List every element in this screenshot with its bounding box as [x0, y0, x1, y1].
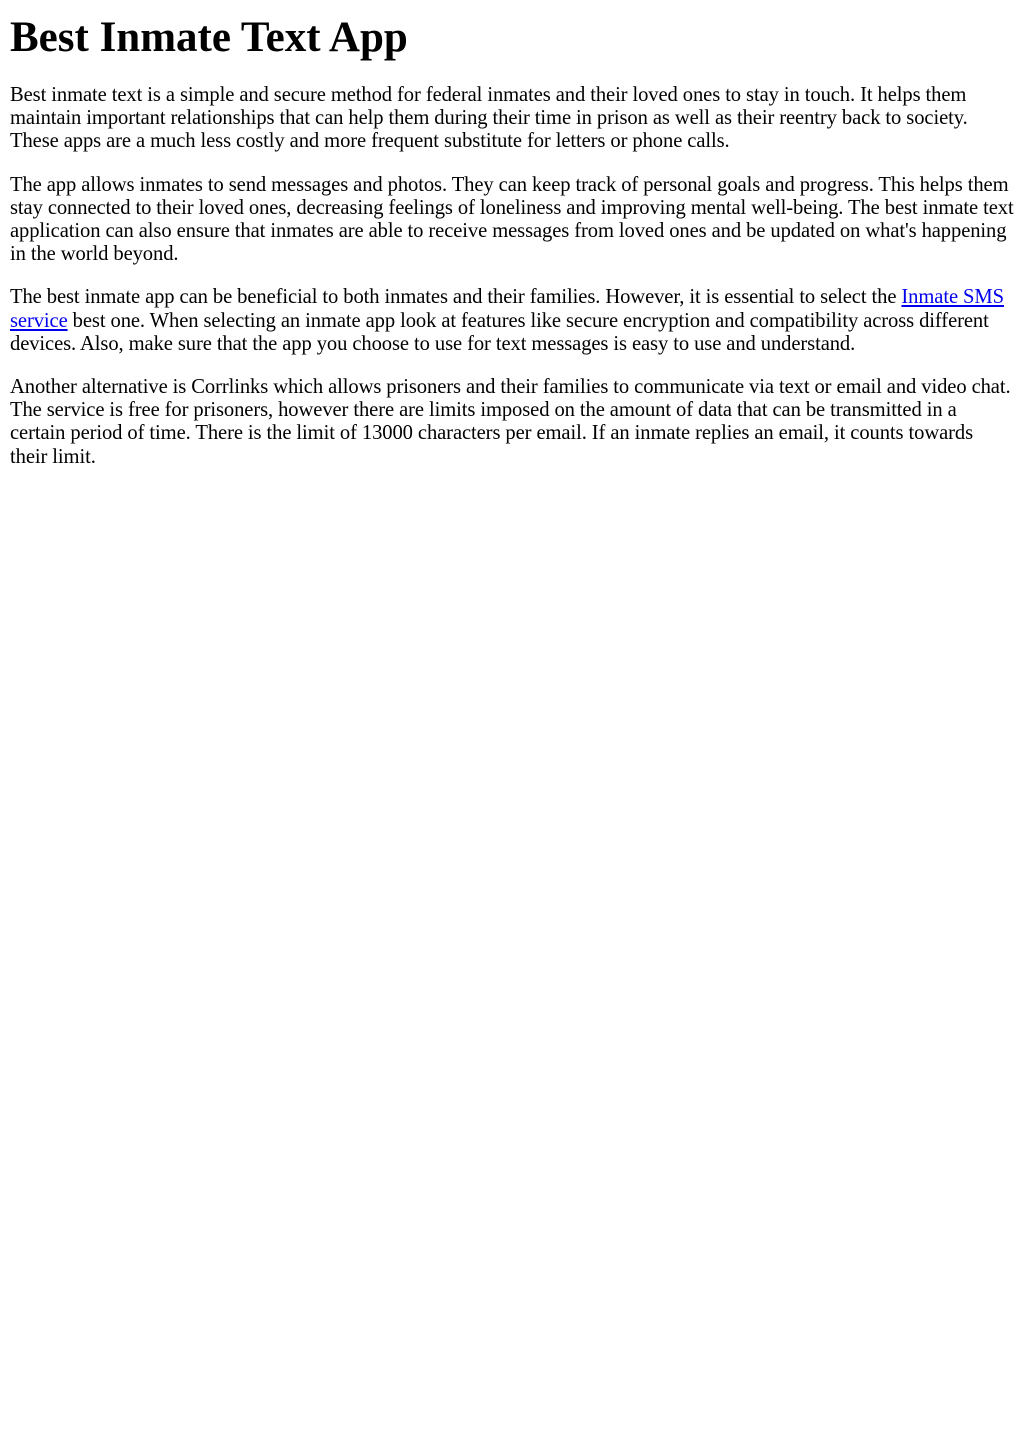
paragraph-selection-text-before: The best inmate app can be beneficial to both inmates and their families. However, it is essential to select the — [10, 286, 902, 309]
article-page — [0, 0, 1024, 469]
page-title: Best Inmate Text App — [10, 14, 408, 61]
paragraph-corrlinks: Another alternative is Corrlinks which allows prisoners and their families to communicate via text or email and video chat. The service is free for prisoners, however there are limits imposed on the amount of data that can be transmitted in a certain period of time. There is the limit of 13000 characters per email. If an inmate replies an email, it counts towards their limit. — [10, 376, 1011, 468]
paragraph-intro: Best inmate text is a simple and secure method for federal inmates and their loved ones to stay in touch. It helps them maintain important relationships that can help them during their time in prison as well as their reentry back to society. These apps are a much less costly and more frequent substitute for letters or phone calls. — [10, 84, 968, 153]
inmate-sms-service-link[interactable]: Inmate SMS service — [10, 286, 1004, 332]
paragraph-selection — [10, 286, 1014, 356]
paragraph-selection-text-after: best one. When selecting an inmate app look at features like secure encryption and compatibility across different devices. Also, make sure that the app you choose to use for text messages is easy to use and understand. — [10, 309, 989, 355]
paragraph-features: The app allows inmates to send messages and photos. They can keep track of personal goals and progress. This helps them stay connected to their loved ones, decreasing feelings of loneliness and improving mental well-being. The best inmate text application can also ensure that inmates are able to receive messages from loved ones and be updated on what's happening in the world beyond. — [10, 173, 1014, 266]
